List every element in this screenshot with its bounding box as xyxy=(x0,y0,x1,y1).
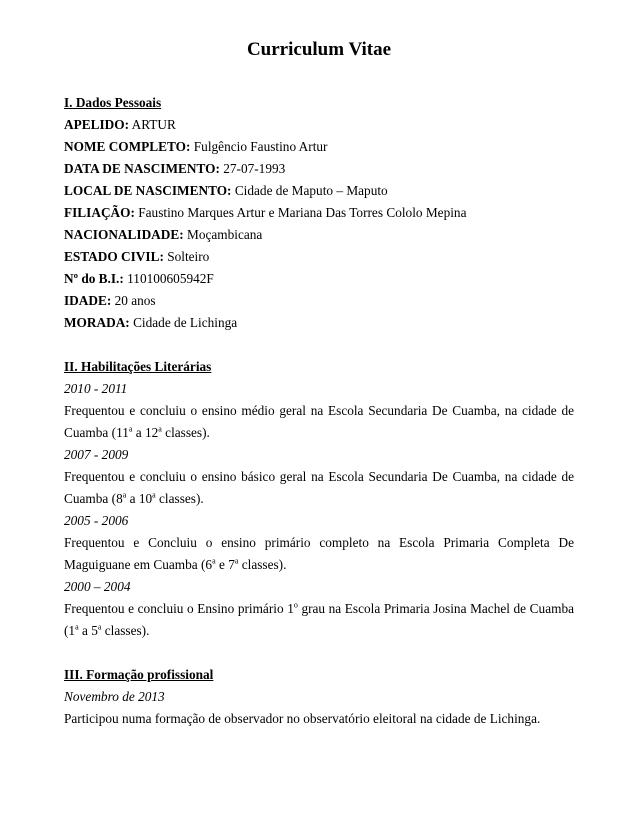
section-spacer xyxy=(64,334,574,356)
description-text: Frequentou e concluiu o Ensino primário 1 xyxy=(64,601,294,616)
field-morada xyxy=(64,312,574,334)
field-value: 110100605942F xyxy=(127,271,214,286)
description-text: Frequentou e concluiu o ensino básico geral na Escola Secundaria De Cuamba, na cidade de Cuamba (8 xyxy=(64,469,574,506)
field-data-nascimento xyxy=(64,158,574,180)
superscript: a xyxy=(152,490,156,500)
section-heading-training: III. Formação profissional xyxy=(64,667,214,682)
superscript: a xyxy=(128,424,133,434)
superscript: a xyxy=(97,622,102,632)
field-nome-completo xyxy=(64,136,574,158)
description-text: e 7 xyxy=(215,557,235,572)
field-value: Fulgêncio Faustino Artur xyxy=(193,139,328,154)
education-description xyxy=(64,400,574,444)
description-text: Frequentou e Concluiu o ensino primário completo na Escola Primaria Completa De Maguiguane em Cuamba (6 xyxy=(64,535,574,572)
description-text: a 5 xyxy=(78,623,98,638)
description-text: classes). xyxy=(161,425,210,440)
description-text: grau na Escola Primaria Josina Machel de Cuamba (1 xyxy=(64,601,574,638)
field-label: NACIONALIDADE: xyxy=(64,227,184,242)
field-value: Faustino Marques Artur e Mariana Das Torres Cololo Mepina xyxy=(138,205,467,220)
field-value: Moçambicana xyxy=(187,227,263,242)
field-estado-civil xyxy=(64,246,574,268)
field-bi-number xyxy=(64,268,574,290)
field-label: NOME COMPLETO: xyxy=(64,139,191,154)
field-value: 27-07-1993 xyxy=(223,161,286,176)
document-body xyxy=(64,92,574,730)
field-label: LOCAL DE NASCIMENTO: xyxy=(64,183,232,198)
education-period: 2005 - 2006 xyxy=(64,513,129,528)
training-period: Novembro de 2013 xyxy=(64,689,165,704)
description-text: classes). xyxy=(238,557,287,572)
education-period: 2007 - 2009 xyxy=(64,447,129,462)
field-label: IDADE: xyxy=(64,293,112,308)
section-spacer xyxy=(64,642,574,664)
education-period: 2000 – 2004 xyxy=(64,579,131,594)
section-heading-personal: I. Dados Pessoais xyxy=(64,95,162,110)
field-label: Nº do B.I.: xyxy=(64,271,124,286)
field-local-nascimento xyxy=(64,180,574,202)
field-value: Cidade de Maputo – Maputo xyxy=(234,183,388,198)
field-idade xyxy=(64,290,574,312)
field-value: 20 anos xyxy=(114,293,156,308)
superscript: a xyxy=(75,622,79,632)
superscript: a xyxy=(122,490,127,500)
section-heading-education: II. Habilitações Literárias xyxy=(64,359,212,374)
superscript: o xyxy=(293,600,298,610)
training-description: Participou numa formação de observador no observatório eleitoral na cidade de Lichinga. xyxy=(64,711,541,726)
field-nacionalidade xyxy=(64,224,574,246)
superscript: a xyxy=(212,556,216,566)
education-description xyxy=(64,532,574,576)
field-label: MORADA: xyxy=(64,315,130,330)
field-value: Solteiro xyxy=(167,249,210,264)
document-title: Curriculum Vitae xyxy=(246,39,392,60)
description-text: a 12 xyxy=(132,425,159,440)
education-description xyxy=(64,466,574,510)
description-text: classes). xyxy=(101,623,150,638)
description-text: classes). xyxy=(155,491,204,506)
field-apelido xyxy=(64,114,574,136)
field-label: ESTADO CIVIL: xyxy=(64,249,164,264)
field-label: FILIAÇÃO: xyxy=(64,205,135,220)
field-filiacao xyxy=(64,202,574,224)
education-period: 2010 - 2011 xyxy=(64,381,128,396)
field-label: DATA DE NASCIMENTO: xyxy=(64,161,220,176)
field-value: Cidade de Lichinga xyxy=(133,315,238,330)
education-description xyxy=(64,598,574,642)
field-value: ARTUR xyxy=(131,117,176,132)
field-label: APELIDO: xyxy=(64,117,130,132)
superscript: a xyxy=(158,424,162,434)
description-text: Frequentou e concluiu o ensino médio geral na Escola Secundaria De Cuamba, na cidade de Cuamba (11 xyxy=(64,403,574,440)
superscript: a xyxy=(234,556,239,566)
description-text: a 10 xyxy=(126,491,153,506)
